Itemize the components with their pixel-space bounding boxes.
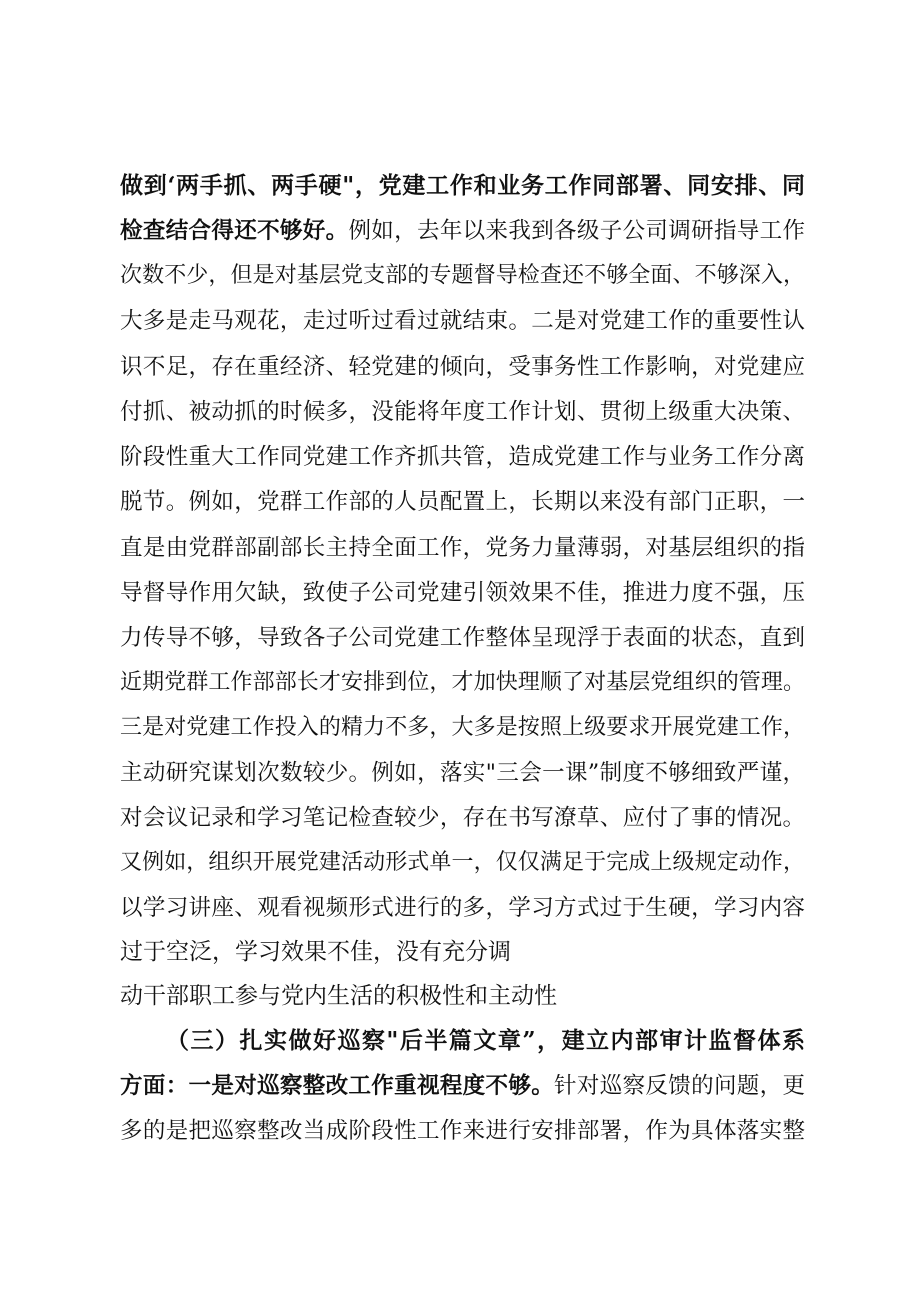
section-heading-line: （三）扎实做好巡察"后半篇文章”，建立内部审计监督体系: [166, 1027, 805, 1054]
body-line: 多的是把巡察整改当成阶段性工作来进行安排部署，作为具体落实整: [120, 1118, 805, 1144]
body-line: 近期党群工作部部长才安排到位，才加快理顺了对基层党组织的管理。: [120, 670, 805, 695]
body-line: 对会议记录和学习笔记检查较少，存在书写潦草、应付了事的情况。: [120, 805, 805, 831]
body-line: 做到‘两手抓、两手硬"，党建工作和业务工作同部署、同安排、同: [120, 172, 805, 199]
body-line: 阶段性重大工作同党建工作齐抓共管，造成党建工作与业务工作分离: [120, 444, 805, 470]
body-line: 大多是走马观花，走过听过看过就结束。二是对党建工作的重要性认: [120, 308, 805, 334]
body-line: 主动研究谋划次数较少。例如，落实"三会一课”制度不够细致严谨，: [120, 760, 805, 786]
body-line: 又例如，组织开展党建活动形式单一，仅仅满足于完成上级规定动作，: [120, 850, 805, 875]
body-line: 识不足，存在重经济、轻党建的倾向，受事务性工作影响，对党建应: [120, 354, 805, 380]
body-line: 直是由党群部副部长主持全面工作，党务力量薄弱，对基层组织的指: [120, 535, 805, 561]
body-text: 针对巡察反馈的问题，更: [554, 1073, 805, 1099]
body-line: 以学习讲座、观看视频形式进行的多，学习方式过于生硬，学习内容: [120, 895, 805, 921]
body-line: [120, 211, 805, 251]
body-line: 三是对党建工作投入的精力不多，大多是按照上级要求开展党建工作，: [120, 715, 805, 740]
body-line: 动干部职工参与党内生活的积极性和主动性: [120, 983, 557, 1009]
body-line: 导督导作用欠缺，致使子公司党建引领效果不佳，推进力度不强，压: [120, 580, 805, 606]
bold-lead-text: 方面：一是对巡察整改工作重视程度不够。: [120, 1073, 555, 1099]
body-line: [120, 1066, 805, 1106]
bold-lead-text: 检查结合得还不够好。: [120, 218, 349, 244]
body-text: 例如，去年以来我到各级子公司调研指导工作: [348, 218, 805, 244]
body-line: 付抓、被动抓的时候多，没能将年度工作计划、贯彻上级重大决策、: [120, 399, 805, 425]
body-line: 脱节。例如，党群工作部的人员配置上，长期以来没有部门正职，一: [120, 489, 805, 515]
body-line: 力传导不够，导致各子公司党建工作整体呈现浮于表面的状态，直到: [120, 625, 805, 651]
body-line: 过于空泛，学习效果不佳，没有充分调: [120, 939, 511, 965]
body-line: 次数不少，但是对基层党支部的专题督导检查还不够全面、不够深入，: [120, 263, 805, 288]
